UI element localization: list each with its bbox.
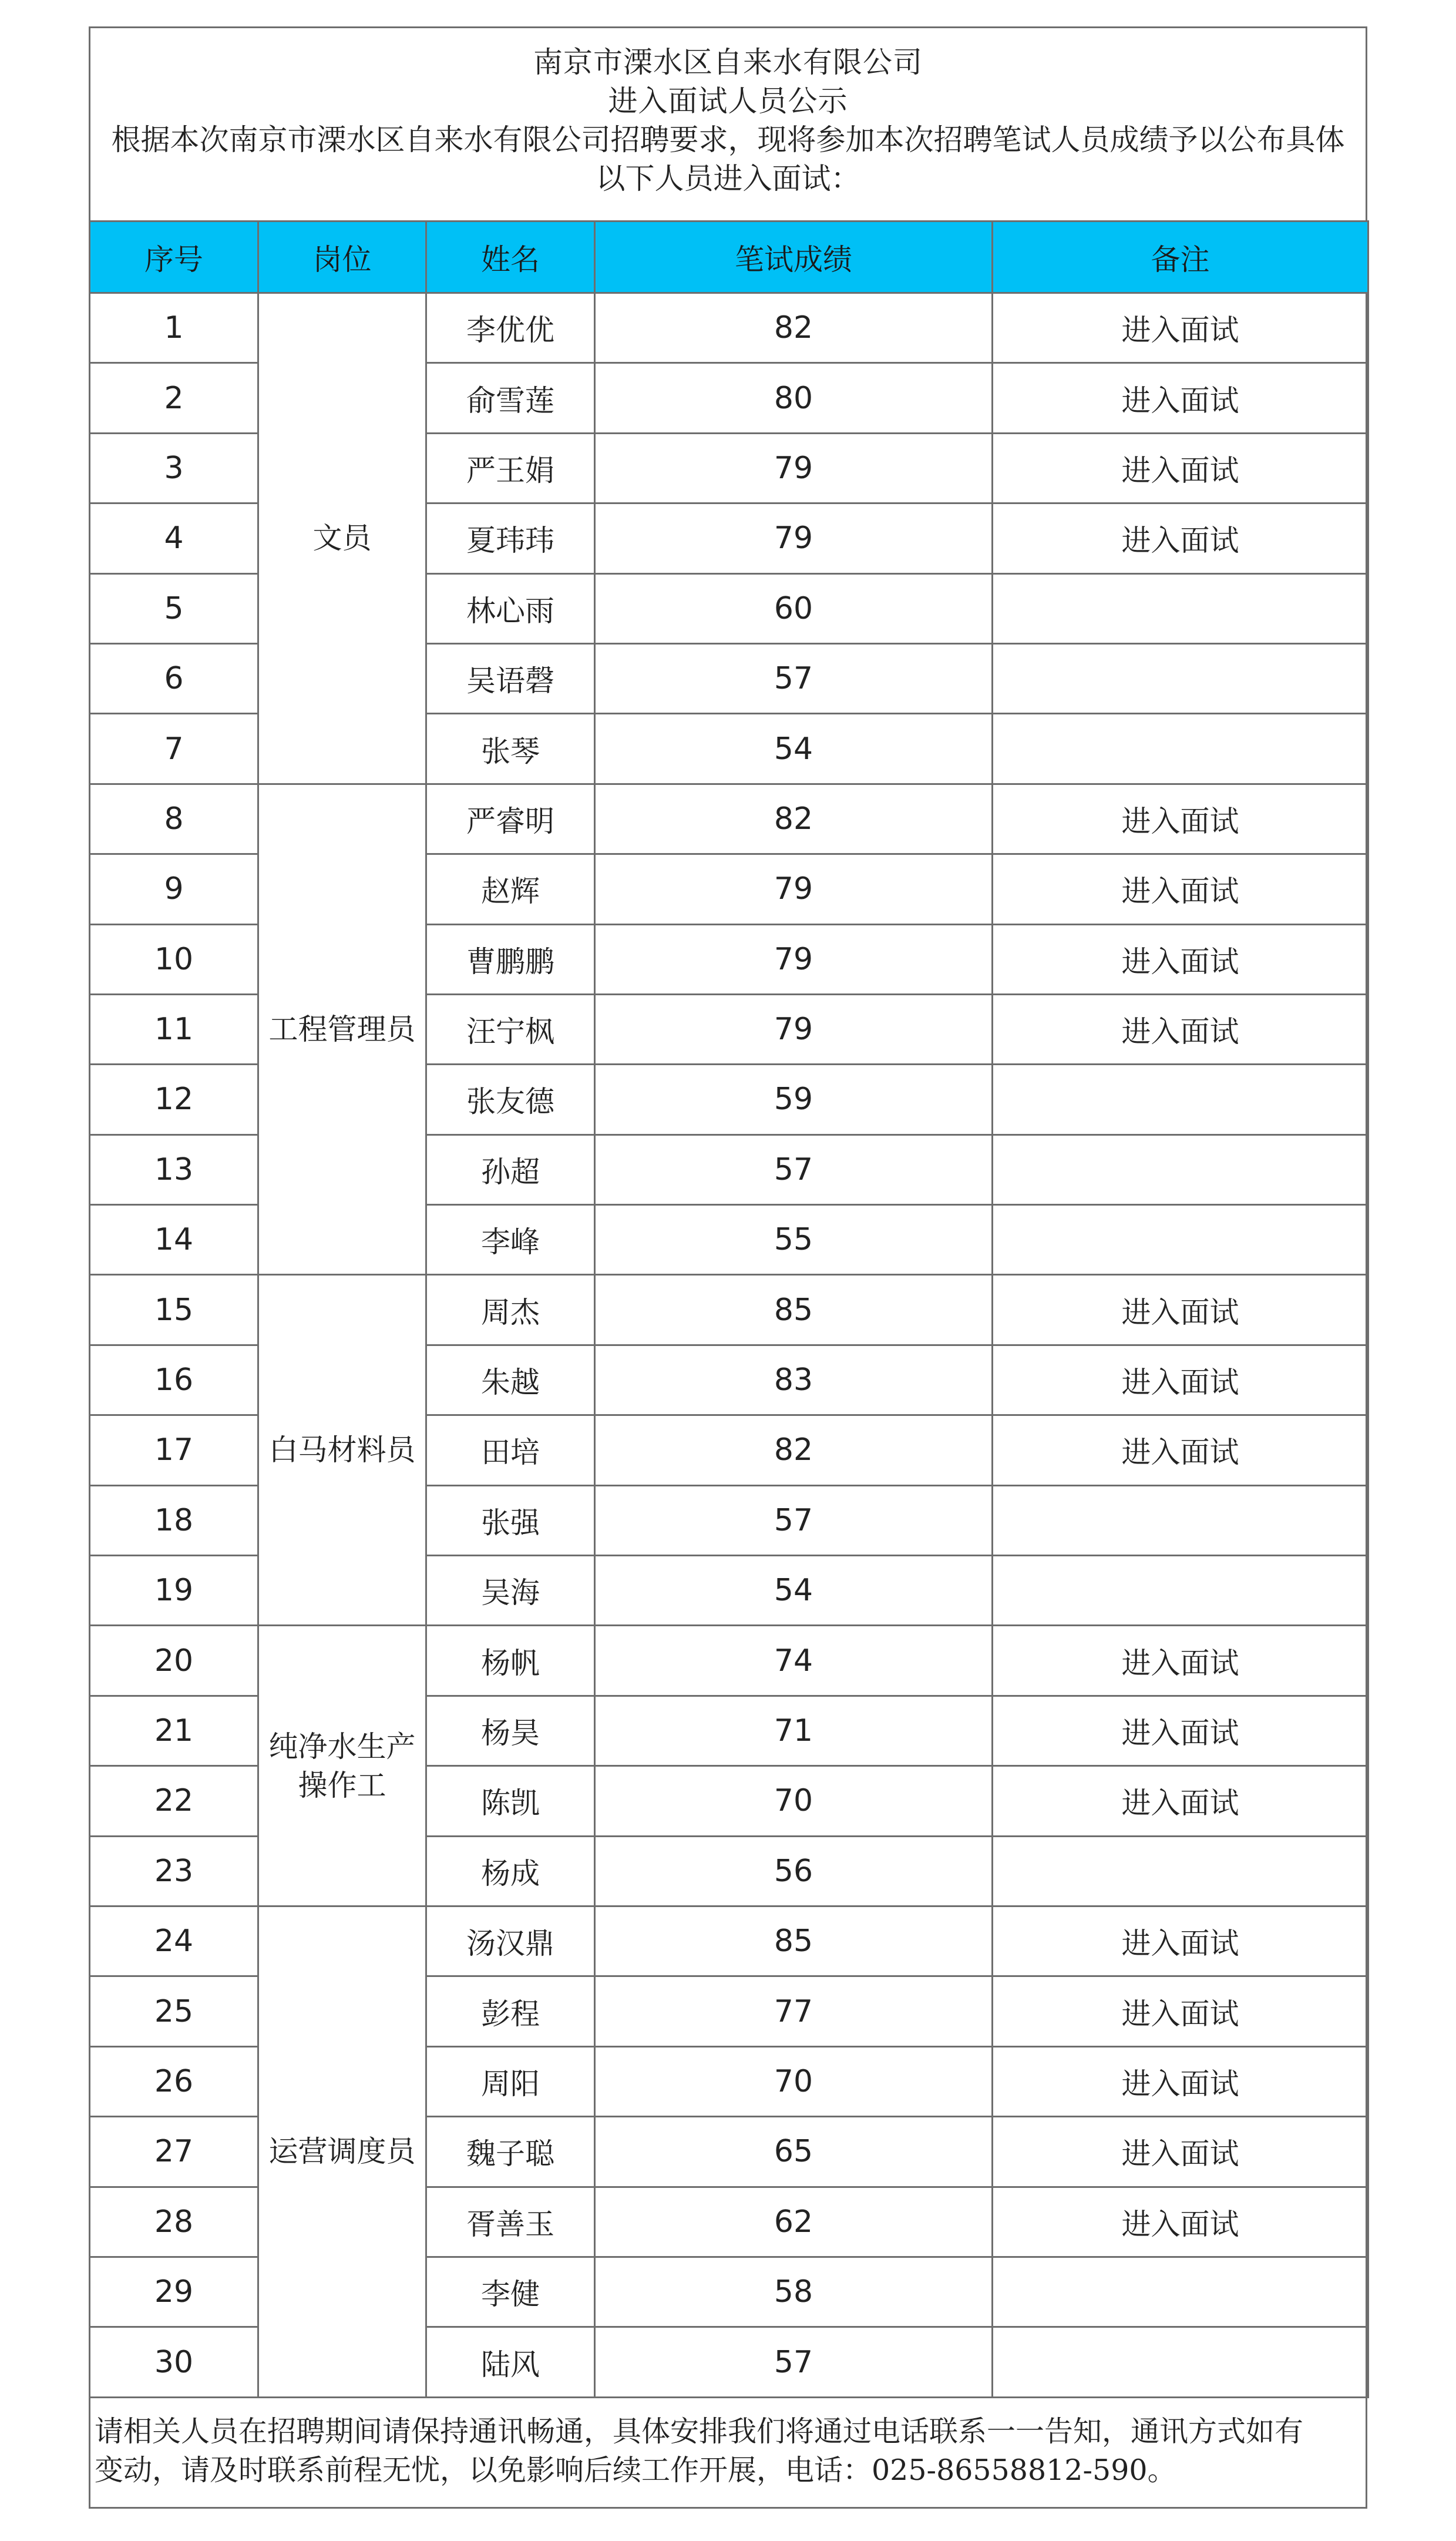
company-title: 南京市溧水区自来水有限公司 [533, 45, 923, 79]
column-header-note: 备注 [993, 221, 1368, 293]
cell-score: 55 [595, 1205, 993, 1275]
cell-note: 进入面试 [993, 1275, 1368, 1345]
cell-no: 29 [90, 2257, 258, 2327]
cell-score: 59 [595, 1065, 993, 1134]
notice-footer [89, 2396, 1367, 2509]
cell-note: 进入面试 [993, 1345, 1368, 1415]
cell-score: 58 [595, 2257, 993, 2327]
cell-name: 林心雨 [426, 573, 595, 643]
cell-no: 12 [90, 1065, 258, 1134]
cell-name: 魏子聪 [426, 2117, 595, 2187]
cell-score: 60 [595, 573, 993, 643]
cell-no: 7 [90, 714, 258, 784]
cell-score: 79 [595, 854, 993, 924]
cell-score: 82 [595, 784, 993, 854]
cell-score: 77 [595, 1976, 993, 2046]
column-header-name: 姓名 [426, 221, 595, 293]
cell-name: 严王娟 [426, 433, 595, 503]
cell-score: 79 [595, 994, 993, 1064]
cell-name: 李峰 [426, 1205, 595, 1275]
cell-score: 82 [595, 293, 993, 363]
cell-note [993, 1065, 1368, 1134]
cell-score: 79 [595, 924, 993, 994]
cell-note: 进入面试 [993, 503, 1368, 573]
cell-note [993, 643, 1368, 713]
cell-no: 6 [90, 643, 258, 713]
cell-score: 70 [595, 1766, 993, 1836]
cell-name: 张强 [426, 1485, 595, 1555]
cell-no: 11 [90, 994, 258, 1064]
cell-score: 83 [595, 1345, 993, 1415]
cell-no: 23 [90, 1836, 258, 1906]
cell-no: 14 [90, 1205, 258, 1275]
cell-no: 13 [90, 1134, 258, 1204]
table-row [90, 784, 1368, 854]
cell-note: 进入面试 [993, 2117, 1368, 2187]
cell-note: 进入面试 [993, 784, 1368, 854]
cell-name: 田培 [426, 1415, 595, 1485]
cell-score: 74 [595, 1626, 993, 1696]
cell-name: 杨帆 [426, 1626, 595, 1696]
cell-no: 27 [90, 2117, 258, 2187]
cell-name: 夏玮玮 [426, 503, 595, 573]
cell-note: 进入面试 [993, 1976, 1368, 2046]
cell-note: 进入面试 [993, 293, 1368, 363]
cell-post: 纯净水生产 操作工 [258, 1626, 426, 1906]
cell-name: 杨成 [426, 1836, 595, 1906]
cell-note [993, 1134, 1368, 1204]
cell-no: 20 [90, 1626, 258, 1696]
cell-note [993, 573, 1368, 643]
cell-name: 吴语磬 [426, 643, 595, 713]
cell-name: 杨昊 [426, 1696, 595, 1765]
column-header-no: 序号 [90, 221, 258, 293]
cell-post: 运营调度员 [258, 1906, 426, 2397]
cell-note [993, 714, 1368, 784]
table-row [90, 1906, 1368, 1976]
cell-name: 胥善玉 [426, 2187, 595, 2257]
cell-name: 朱越 [426, 1345, 595, 1415]
cell-note: 进入面试 [993, 994, 1368, 1064]
cell-no: 26 [90, 2046, 258, 2116]
cell-no: 22 [90, 1766, 258, 1836]
cell-name: 张琴 [426, 714, 595, 784]
intro-line-2: 以下人员进入面试： [596, 162, 860, 196]
table-row [90, 1275, 1368, 1345]
cell-note [993, 2327, 1368, 2397]
cell-name: 汪宁枫 [426, 994, 595, 1064]
cell-no: 15 [90, 1275, 258, 1345]
cell-name: 陆风 [426, 2327, 595, 2397]
cell-score: 85 [595, 1906, 993, 1976]
cell-note: 进入面试 [993, 2187, 1368, 2257]
cell-no: 25 [90, 1976, 258, 2046]
cell-score: 70 [595, 2046, 993, 2116]
cell-no: 2 [90, 363, 258, 433]
cell-no: 3 [90, 433, 258, 503]
cell-no: 4 [90, 503, 258, 573]
cell-note: 进入面试 [993, 1626, 1368, 1696]
cell-name: 赵辉 [426, 854, 595, 924]
cell-name: 彭程 [426, 1976, 595, 2046]
cell-no: 10 [90, 924, 258, 994]
cell-score: 57 [595, 643, 993, 713]
cell-name: 李优优 [426, 293, 595, 363]
cell-no: 30 [90, 2327, 258, 2397]
cell-note [993, 2257, 1368, 2327]
cell-note: 进入面试 [993, 1906, 1368, 1976]
cell-score: 65 [595, 2117, 993, 2187]
cell-no: 24 [90, 1906, 258, 1976]
cell-name: 张友德 [426, 1065, 595, 1134]
cell-no: 5 [90, 573, 258, 643]
cell-score: 57 [595, 1134, 993, 1204]
cell-no: 21 [90, 1696, 258, 1765]
cell-note: 进入面试 [993, 1415, 1368, 1485]
cell-score: 79 [595, 433, 993, 503]
cell-no: 28 [90, 2187, 258, 2257]
cell-name: 孙超 [426, 1134, 595, 1204]
cell-name: 周阳 [426, 2046, 595, 2116]
cell-note: 进入面试 [993, 924, 1368, 994]
cell-no: 19 [90, 1556, 258, 1626]
cell-name: 曹鹏鹏 [426, 924, 595, 994]
cell-note: 进入面试 [993, 2046, 1368, 2116]
cell-note: 进入面试 [993, 1696, 1368, 1765]
cell-post: 文员 [258, 293, 426, 784]
cell-no: 17 [90, 1415, 258, 1485]
cell-no: 16 [90, 1345, 258, 1415]
cell-note [993, 1556, 1368, 1626]
cell-note: 进入面试 [993, 854, 1368, 924]
table-body [90, 293, 1368, 2398]
cell-note: 进入面试 [993, 433, 1368, 503]
cell-post: 工程管理员 [258, 784, 426, 1275]
cell-no: 9 [90, 854, 258, 924]
cell-score: 56 [595, 1836, 993, 1906]
cell-post: 白马材料员 [258, 1275, 426, 1626]
cell-name: 严睿明 [426, 784, 595, 854]
cell-score: 54 [595, 1556, 993, 1626]
cell-score: 62 [595, 2187, 993, 2257]
cell-score: 54 [595, 714, 993, 784]
notice-header [89, 26, 1367, 220]
cell-name: 吴海 [426, 1556, 595, 1626]
cell-note: 进入面试 [993, 1766, 1368, 1836]
cell-score: 85 [595, 1275, 993, 1345]
cell-name: 汤汉鼎 [426, 1906, 595, 1976]
footer-line-1: 请相关人员在招聘期间请保持通讯畅通，具体安排我们将通过电话联系一一告知，通讯方式如有 [95, 2415, 1304, 2448]
cell-name: 周杰 [426, 1275, 595, 1345]
cell-score: 82 [595, 1415, 993, 1485]
notice-subtitle: 进入面试人员公示 [608, 84, 848, 118]
cell-note [993, 1205, 1368, 1275]
cell-name: 李健 [426, 2257, 595, 2327]
cell-score: 57 [595, 2327, 993, 2397]
cell-name: 俞雪莲 [426, 363, 595, 433]
results-table [89, 220, 1369, 2398]
table-row [90, 1626, 1368, 1696]
column-header-score: 笔试成绩 [595, 221, 993, 293]
cell-score: 57 [595, 1485, 993, 1555]
cell-note: 进入面试 [993, 363, 1368, 433]
cell-score: 71 [595, 1696, 993, 1765]
table-row [90, 293, 1368, 363]
cell-no: 1 [90, 293, 258, 363]
cell-note [993, 1485, 1368, 1555]
cell-no: 18 [90, 1485, 258, 1555]
column-header-post: 岗位 [258, 221, 426, 293]
cell-no: 8 [90, 784, 258, 854]
intro-line-1: 根据本次南京市溧水区自来水有限公司招聘要求，现将参加本次招聘笔试人员成绩予以公布具体 [111, 123, 1345, 157]
cell-name: 陈凯 [426, 1766, 595, 1836]
cell-note [993, 1836, 1368, 1906]
footer-line-2: 变动，请及时联系前程无忧，以免影响后续工作开展，电话：025-86558812-590。 [95, 2453, 1176, 2487]
cell-score: 80 [595, 363, 993, 433]
table-header-row [90, 221, 1368, 293]
cell-score: 79 [595, 503, 993, 573]
